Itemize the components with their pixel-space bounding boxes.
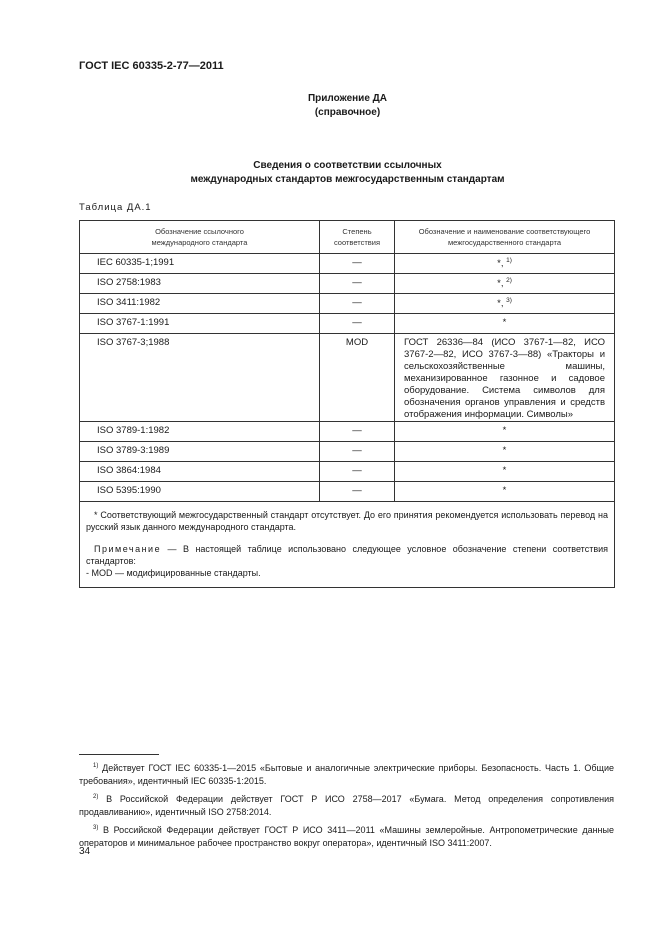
table-note-row <box>80 502 615 588</box>
header-degree-line1: Степень <box>342 227 372 236</box>
table-header-row <box>80 221 615 254</box>
std-cell: *, $^{2)}$ <box>395 274 615 294</box>
std-cell: *, $^{1)}$ <box>395 254 615 274</box>
ref-cell: ISO 3767-3;1988 <box>80 334 320 422</box>
footnote-mark: 3) <box>93 825 99 831</box>
header-std-line1: Обозначение и наименование соответствующего <box>418 227 591 236</box>
ref-cell: ISO 3789-3:1989 <box>80 442 320 462</box>
footnotes <box>79 760 614 853</box>
table-row <box>80 422 615 442</box>
std-cell: ГОСТ 26336—84 (ИСО 3767-1—82, ИСО 3767-2—82, ИСО 3767-3—88) «Тракторы и сельскохозяйственные машины, механизированное газонное и садовое оборудование. Система символов для обозначения органов управления и средств отображения информации. Символы» <box>395 334 615 422</box>
std-cell: * <box>395 462 615 482</box>
footnote-mark: 2) <box>93 794 99 800</box>
section-title-line2: международных стандартов межгосударственным стандартам <box>190 174 505 185</box>
ref-cell: ISO 3767-1:1991 <box>80 314 320 334</box>
footnote-mark: 1) <box>93 763 99 769</box>
ref-cell: IEC 60335-1;1991 <box>80 254 320 274</box>
std-mark: * <box>497 278 501 290</box>
note-text: — В настоящей таблице использовано следующее условное обозначение степени соответствия стандартов: <box>86 544 608 566</box>
ref-cell: ISO 3789-1:1982 <box>80 422 320 442</box>
note-label: Примечание <box>94 544 162 554</box>
header-interstate-standard <box>395 221 615 254</box>
note-star: * Соответствующий межгосударственный стандарт отсутствует. До его принятия рекомендуется использовать перевод на русский язык данного международного стандарта. <box>86 510 608 532</box>
section-heading <box>0 159 661 187</box>
table-row <box>80 482 615 502</box>
std-cell: * <box>395 442 615 462</box>
degree-cell: — <box>320 482 395 502</box>
note-mod: - MOD — модифицированные стандарты. <box>86 568 261 578</box>
annex-heading <box>0 92 661 120</box>
footnote-divider <box>79 754 159 755</box>
footnote-ref: 3) <box>506 297 512 304</box>
section-title-line1: Сведения о соответствии ссылочных <box>253 160 442 171</box>
degree-cell: — <box>320 294 395 314</box>
footnote-ref: 2) <box>506 277 512 284</box>
ref-cell: ISO 2758:1983 <box>80 274 320 294</box>
header-degree-line2: соответствия <box>333 238 381 247</box>
std-cell: *, $^{3)}$ <box>395 294 615 314</box>
table-row <box>80 334 615 422</box>
header-std-line2: межгосударственного стандарта <box>448 238 561 247</box>
table-label: Таблица ДА.1 <box>79 202 152 213</box>
footnote-item <box>79 822 614 849</box>
header-degree <box>320 221 395 254</box>
page-number: 34 <box>79 846 91 857</box>
std-mark: * <box>497 258 501 270</box>
note-remark <box>86 543 608 567</box>
std-mark: * <box>497 298 501 310</box>
footnote-item <box>79 791 614 818</box>
footnote-text: В Российской Федерации действует ГОСТ Р ИСО 2758—2017 «Бумага. Метод определения сопротивления продавливанию», идентичный ISO 2758:2014. <box>79 794 614 817</box>
std-cell: * <box>395 314 615 334</box>
header-ref-line1: Обозначение ссылочного <box>155 227 244 236</box>
correspondence-table <box>79 220 615 588</box>
annex-title: Приложение ДА <box>307 93 388 104</box>
degree-cell: MOD <box>320 334 395 422</box>
table-note <box>80 502 615 588</box>
degree-cell: — <box>320 274 395 294</box>
footnote-ref: 1) <box>506 257 512 264</box>
document-code: ГОСТ IEC 60335-2-77—2011 <box>79 60 224 72</box>
degree-cell: — <box>320 254 395 274</box>
table-row <box>80 314 615 334</box>
std-cell: * <box>395 422 615 442</box>
table-row <box>80 274 615 294</box>
table-row <box>80 294 615 314</box>
ref-cell: ISO 3864:1984 <box>80 462 320 482</box>
degree-cell: — <box>320 314 395 334</box>
ref-cell: ISO 5395:1990 <box>80 482 320 502</box>
table-row <box>80 462 615 482</box>
table-row <box>80 254 615 274</box>
degree-cell: — <box>320 422 395 442</box>
annex-subtitle: (справочное) <box>314 107 381 118</box>
header-ref-line2: международного стандарта <box>151 238 248 247</box>
footnote-item <box>79 760 614 787</box>
header-ref-standard <box>80 221 320 254</box>
footnote-text: В Российской Федерации действует ГОСТ Р ИСО 3411—2011 «Машины землеройные. Антропометрические данные операторов и минимальное рабочее пространство вокруг оператора», идентичный ISO 3411:2007. <box>79 825 614 848</box>
degree-cell: — <box>320 462 395 482</box>
footnote-text: Действует ГОСТ IEC 60335-1—2015 «Бытовые и аналогичные электрические приборы. Безопасность. Часть 1. Общие требования», идентичный IEC 60335-1:2015. <box>79 763 614 786</box>
table-row <box>80 442 615 462</box>
degree-cell: — <box>320 442 395 462</box>
std-cell: * <box>395 482 615 502</box>
ref-cell: ISO 3411:1982 <box>80 294 320 314</box>
